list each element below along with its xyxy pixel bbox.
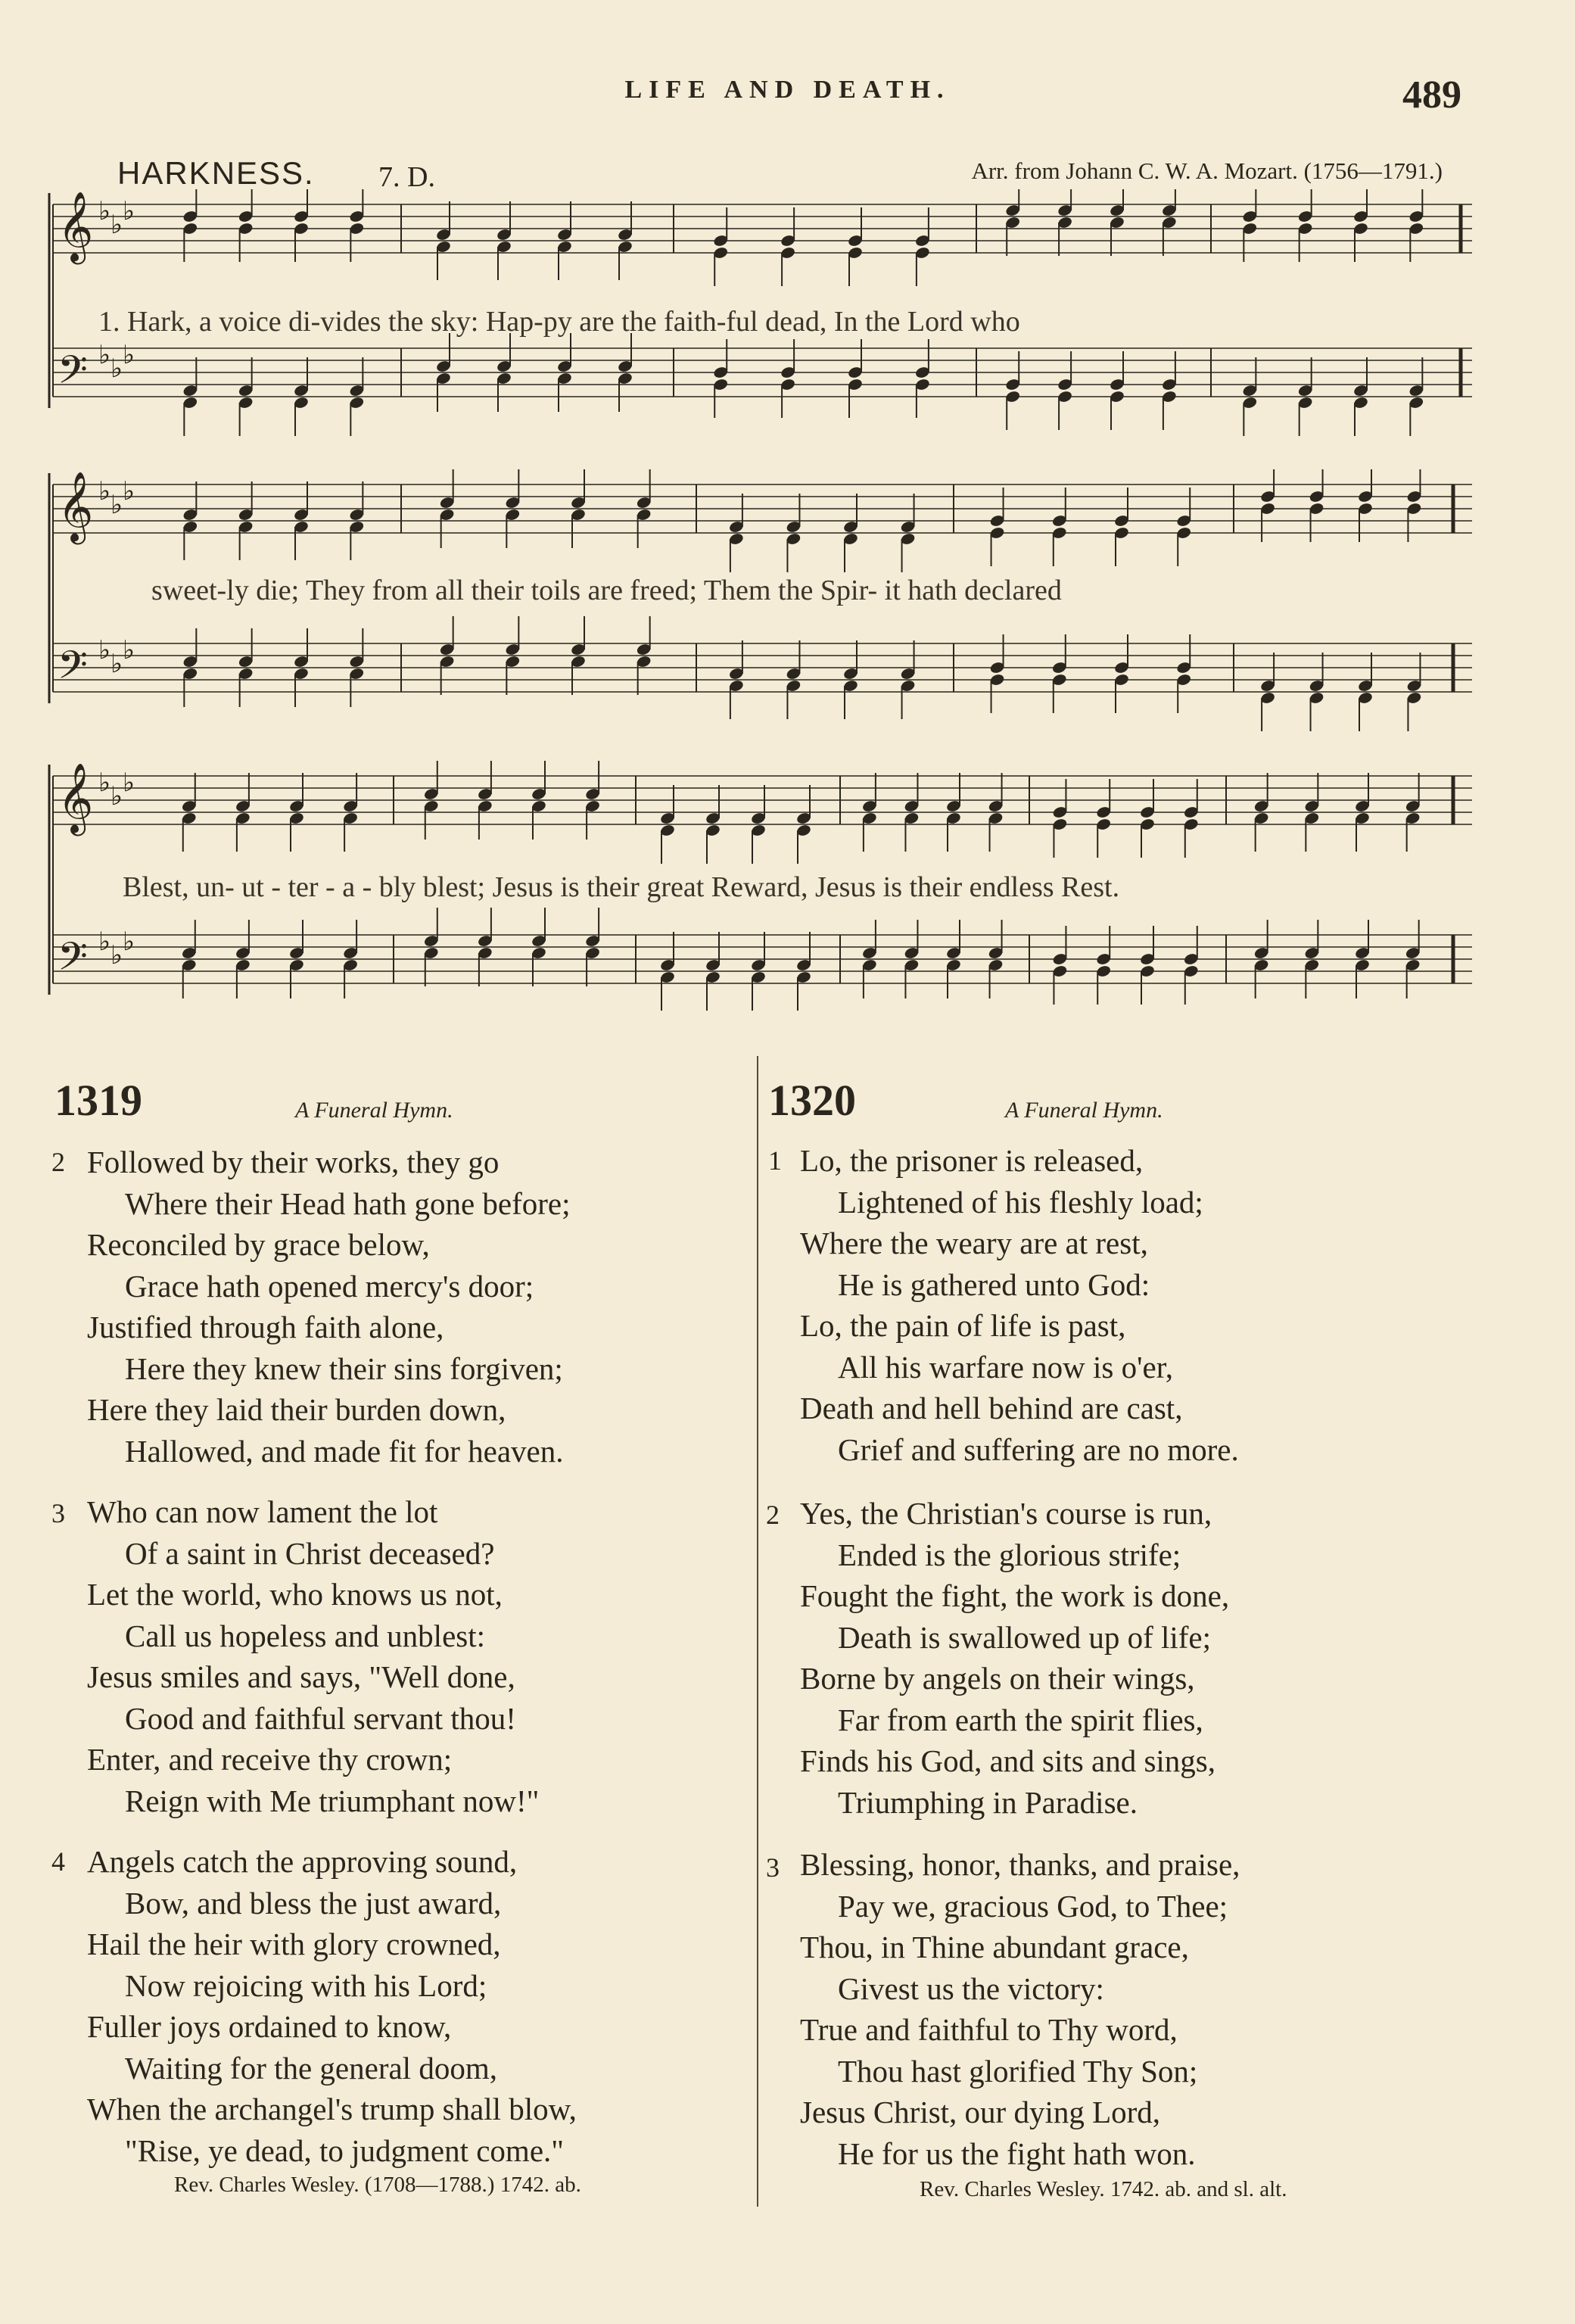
flat-sign: ♭: [98, 476, 111, 506]
lyric-line-3: Blest, un- ut - ter - a - bly blest; Jesus is their great Reward, Jesus is their endless Rest.: [123, 871, 1120, 903]
tune-meter: 7. D.: [378, 161, 435, 193]
verse-line: Givest us the victory:: [838, 1970, 1104, 2006]
verse-number: 3: [51, 1498, 65, 1528]
verse-line: Waiting for the general doom,: [125, 2050, 497, 2086]
verse-line: Lo, the pain of life is past,: [800, 1308, 1126, 1343]
flat-sign: ♭: [110, 781, 123, 812]
verse-line: Triumphing in Paradise.: [838, 1784, 1138, 1820]
verse-line: Pay we, gracious God, to Thee;: [838, 1888, 1228, 1924]
verse-number: 2: [51, 1147, 65, 1177]
flat-sign: ♭: [110, 490, 123, 520]
hymn-subtitle-1319: A Funeral Hymn.: [295, 1098, 453, 1123]
flat-sign: ♭: [98, 768, 111, 798]
verse-line: Grace hath opened mercy's door;: [125, 1268, 534, 1304]
verse-line: Here they knew their sins forgiven;: [125, 1350, 563, 1386]
verse-line: Of a saint in Christ deceased?: [125, 1535, 495, 1571]
verse-line: When the archangel's trump shall blow,: [87, 2092, 577, 2126]
verse-line: Jesus smiles and says, "Well done,: [87, 1659, 515, 1694]
music-staves-3: [45, 761, 1483, 1048]
flat-sign: ♭: [123, 927, 135, 957]
hymn-1320-verse-1: [800, 1140, 1239, 1470]
verse-line: Yes, the Christian's course is run,: [800, 1496, 1212, 1531]
hymn-1319-verse-3: [87, 1491, 539, 1821]
verse-line: All his warfare now is o'er,: [838, 1349, 1173, 1385]
verse-line: Borne by angels on their wings,: [800, 1661, 1195, 1696]
verse-line: Call us hopeless and unblest:: [125, 1618, 486, 1653]
verse-line: Justified through faith alone,: [87, 1310, 444, 1344]
flat-sign: ♭: [98, 196, 111, 226]
verse-line: True and faithful to Thy word,: [800, 2012, 1178, 2047]
verse-line: Fought the fight, the work is done,: [800, 1578, 1230, 1613]
verse-line: Let the world, who knows us not,: [87, 1577, 503, 1612]
verse-line: Reign with Me triumphant now!": [125, 1783, 540, 1818]
music-system-3: [45, 761, 1483, 1048]
bass-clef: 𝄢: [58, 347, 88, 402]
verse-line: Lightened of his fleshly load;: [838, 1184, 1203, 1220]
bass-clef: 𝄢: [58, 642, 88, 697]
verse-line: Death and hell behind are cast,: [800, 1391, 1183, 1425]
verse-line: "Rise, ye dead, to judgment come.": [125, 2132, 565, 2168]
flat-sign: ♭: [110, 940, 123, 970]
tune-name: HARKNESS.: [117, 155, 315, 191]
verse-line: Good and faithful servant thou!: [125, 1700, 516, 1736]
verse-line: Thou hast glorified Thy Son;: [838, 2053, 1198, 2089]
lyric-line-1: 1. Hark, a voice di-vides the sky: Hap-py are the faith-ful dead, In the Lord who: [98, 306, 1020, 338]
verse-line: Hail the heir with glory crowned,: [87, 1927, 501, 1961]
tune-composer: Arr. from Johann C. W. A. Mozart. (1756—1791.): [971, 157, 1443, 184]
flat-sign: ♭: [110, 649, 123, 679]
verse-number: 4: [51, 1846, 65, 1877]
flat-sign: ♭: [123, 340, 135, 370]
verse-line: Thou, in Thine abundant grace,: [800, 1930, 1189, 1964]
verse-line: Reconciled by grace below,: [87, 1227, 430, 1262]
flat-sign: ♭: [98, 927, 111, 957]
verse-line: Lo, the prisoner is released,: [800, 1143, 1144, 1178]
flat-sign: ♭: [110, 354, 123, 384]
verse-line: Fuller joys ordained to know,: [87, 2009, 452, 2044]
flat-sign: ♭: [123, 768, 135, 798]
hymn-1319-verse-2: [87, 1142, 571, 1472]
verse-number: 1: [768, 1145, 782, 1176]
hymn-1319-verse-4: [87, 1841, 577, 2171]
verse-line: Followed by their works, they go: [87, 1145, 500, 1179]
treble-clef: 𝄞: [58, 471, 94, 541]
flat-sign: ♭: [98, 635, 111, 665]
flat-sign: ♭: [98, 340, 111, 370]
verse-line: Ended is the glorious strife;: [838, 1537, 1181, 1572]
verse-line: Who can now lament the lot: [87, 1494, 438, 1529]
verse-line: Jesus Christ, our dying Lord,: [800, 2095, 1161, 2129]
verse-line: Bow, and bless the just award,: [125, 1885, 502, 1921]
verse-line: Blessing, honor, thanks, and praise,: [800, 1847, 1240, 1882]
verse-number: 2: [766, 1500, 780, 1530]
verse-line: Grief and suffering are no more.: [838, 1431, 1239, 1467]
hymn-number-1320: 1320: [768, 1076, 856, 1125]
verse-line: Finds his God, and sits and sings,: [800, 1743, 1215, 1778]
hymn-number-1319: 1319: [54, 1076, 142, 1125]
treble-clef: 𝄞: [58, 762, 94, 833]
verse-line: He is gathered unto God:: [838, 1266, 1150, 1302]
hymn-1319-attribution: Rev. Charles Wesley. (1708—1788.) 1742. ab.: [174, 2173, 581, 2197]
column-divider: [757, 1056, 758, 2207]
verse-line: Where their Head hath gone before;: [125, 1185, 571, 1221]
verse-line: Far from earth the spirit flies,: [838, 1702, 1203, 1737]
verse-line: Here they laid their burden down,: [87, 1392, 506, 1427]
flat-sign: ♭: [123, 476, 135, 506]
hymn-1320-verse-3: [800, 1844, 1240, 2174]
hymn-1320-verse-2: [800, 1493, 1229, 1823]
bass-clef: 𝄢: [58, 933, 88, 989]
verse-line: Angels catch the approving sound,: [87, 1844, 518, 1879]
flat-sign: ♭: [123, 196, 135, 226]
lyric-line-2: sweet-ly die; They from all their toils are freed; Them the Spir- it hath declared: [151, 575, 1062, 606]
verse-number: 3: [766, 1852, 780, 1883]
verse-line: Enter, and receive thy crown;: [87, 1742, 453, 1777]
flat-sign: ♭: [123, 635, 135, 665]
verse-line: Death is swallowed up of life;: [838, 1619, 1212, 1655]
hymn-subtitle-1320: A Funeral Hymn.: [1005, 1098, 1163, 1123]
verse-line: He for us the fight hath won.: [838, 2136, 1196, 2171]
treble-clef: 𝄞: [58, 191, 94, 261]
verse-line: Hallowed, and made fit for heaven.: [125, 1433, 564, 1469]
hymn-1320-attribution: Rev. Charles Wesley. 1742. ab. and sl. alt.: [920, 2177, 1287, 2201]
running-title: LIFE AND DEATH.: [624, 76, 951, 104]
flat-sign: ♭: [110, 210, 123, 240]
verse-line: Where the weary are at rest,: [800, 1226, 1148, 1260]
page-number: 489: [1402, 73, 1461, 117]
verse-line: Now rejoicing with his Lord;: [125, 1967, 487, 2003]
